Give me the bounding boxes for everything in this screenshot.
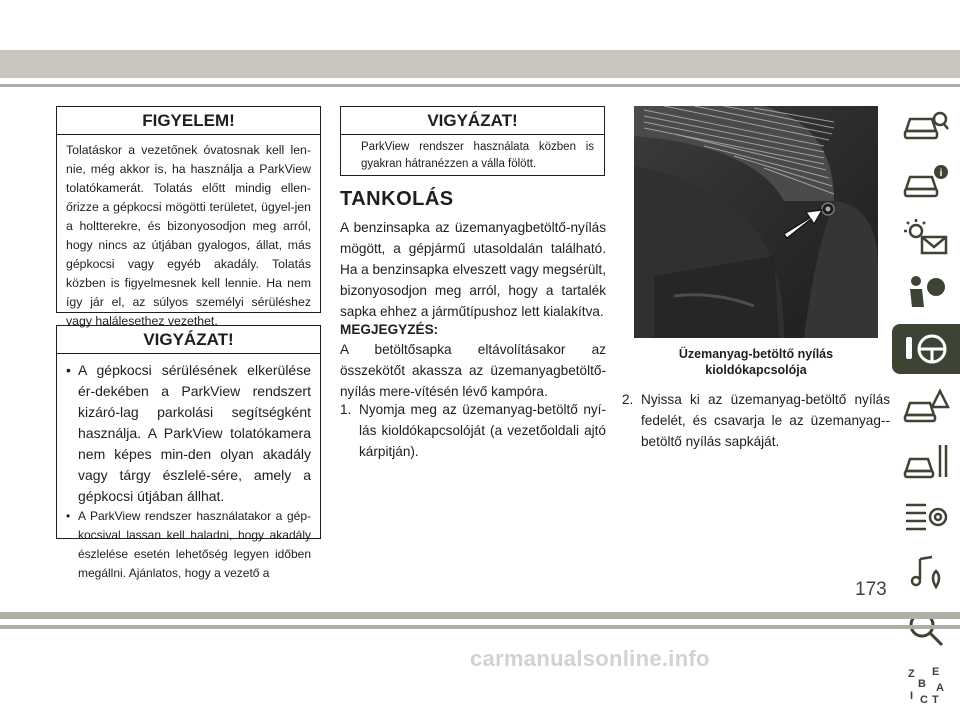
warning-title: FIGYELEM! (57, 107, 320, 135)
caution-item: • A ParkView rendszer használatakor a gép-kocsival lassan kell haladni, hogy akadály észlelése esetén lehetőség legyen időben megállni. Ajánlatos, hogy a vezető a (66, 507, 311, 583)
chapter-tabs (892, 100, 960, 716)
caption-line: kioldókapcsolója (705, 363, 807, 377)
step-text: Nyissa ki az üzemanyag-betöltő nyílás fedelét, és csavarja le az üzemanyag--betöltő nyílás sapkáját. (641, 392, 890, 449)
figure-caption (634, 346, 878, 378)
top-band (0, 50, 960, 78)
tab-maintenance[interactable] (896, 492, 956, 542)
section-intro: A benzinsapka az üzemanyagbetöltő-nyílás mögött, a gépjármű utasoldalán található. Ha a benzinsapka elveszett vagy megsérült, bizonyosodjon meg arról, hogy a tartalék sapka ehhez a járműtípushoz lett kialakítva. (340, 220, 606, 319)
watermark: carmanualsonline.info (470, 646, 710, 671)
car-tools-icon (902, 441, 950, 481)
tab-airbag-seat[interactable] (896, 268, 956, 318)
step-number: 1. (340, 402, 352, 417)
caution-box-look-back (340, 106, 605, 176)
step-text: Nyomja meg az üzemanyag-betöltő nyí-lás kioldókapcsolóját (a vezetőoldali ajtó kárpitján). (359, 402, 606, 459)
svg-text:E: E (932, 666, 940, 678)
svg-text:T: T (932, 694, 939, 705)
warning-box (56, 106, 321, 328)
tab-car-search[interactable] (896, 100, 956, 150)
svg-text:C: C (920, 694, 928, 705)
tab-warning-lights[interactable] (896, 212, 956, 262)
svg-text:B: B (918, 678, 926, 690)
step-1 (340, 399, 606, 462)
steering-wheel-key-icon (902, 329, 950, 369)
maintenance-list-icon (902, 497, 950, 537)
top-rule (0, 84, 960, 87)
tab-car-warning[interactable] (896, 380, 956, 430)
airbag-seat-icon (902, 273, 950, 313)
caution-title: VIGYÁZAT! (341, 107, 604, 135)
caution-title: VIGYÁZAT! (57, 326, 320, 354)
tab-car-info[interactable] (896, 156, 956, 206)
bottom-rule (0, 625, 960, 629)
caution-text: ParkView rendszer használata közben is gyakran hátranézzen a válla fölött. (361, 141, 594, 170)
bottom-band (0, 612, 960, 619)
section-heading: TANKOLÁS (340, 188, 454, 210)
step-2 (622, 389, 890, 452)
warning-text: Tolatáskor a vezetőnek óvatosnak kell len-nie, még akkor is, ha használja a ParkView tolatókamerát. Tolatás előtt mindig ellen-őrizze a gépkocsi mögötti területet, ügyel-jen a holtterekre, és bizonyosodjon meg arról, hogy nincs az útjában gyalogos, állat, más gépkocsi vagy egyéb akadály. Tolatás közben is figyelmesnek kell lennie. Ha nem így jár el, az súlyos személyi sérüléshez vagy halálesethez vezethet. (66, 143, 311, 328)
page-number: 173 (855, 579, 887, 600)
svg-text:A: A (936, 682, 944, 694)
svg-text:i: i (939, 168, 943, 179)
car-info-icon (902, 161, 950, 201)
caption-line: Üzemanyag-betöltő nyílás (678, 347, 834, 361)
caution-item: • A gépkocsi sérülésének elkerülése ér-dekében a ParkView rendszert kizáró-lag parkolási segítségként használja. A ParkView tolatókamera nem képes min-den olyan akadály vagy tárgy észlelé-sére, amely a gépkocsi útjában állhat. (66, 360, 311, 507)
svg-text:Z: Z (908, 668, 915, 680)
alphabet-index-icon (902, 665, 950, 705)
note-text: A betöltősapka eltávolításakor az összekötőt akassza az üzemanyagbetöltő-nyílás mere-vítésén lévő kampóra. (340, 342, 606, 399)
note-heading: MEGJEGYZÉS: (340, 322, 439, 337)
tab-starting-driving[interactable] (892, 324, 960, 374)
tab-car-tools[interactable] (896, 436, 956, 486)
car-search-icon (902, 105, 950, 145)
svg-text:I: I (910, 690, 914, 702)
caution-box-parkview (56, 325, 321, 580)
car-warning-icon (902, 385, 950, 425)
tab-index[interactable] (896, 660, 956, 710)
warning-lights-icon (902, 217, 950, 257)
fuel-door-release-photo (634, 106, 878, 338)
step-number: 2. (622, 392, 634, 407)
tab-multimedia[interactable] (896, 548, 956, 598)
multimedia-icon (902, 553, 950, 593)
